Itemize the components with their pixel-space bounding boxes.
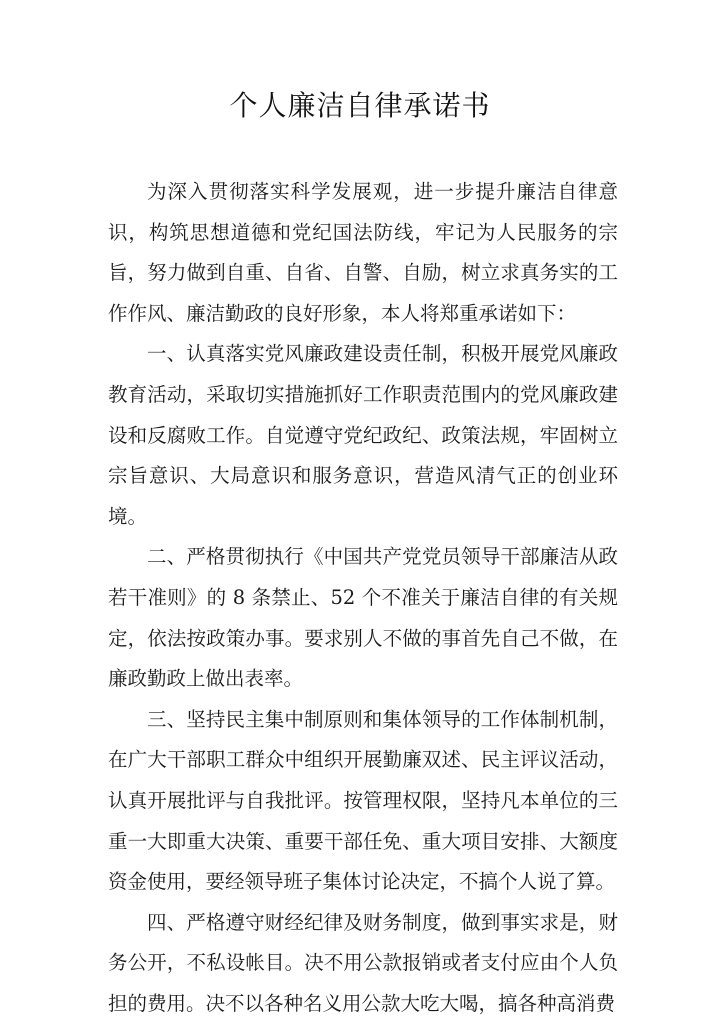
document-body [108, 172, 618, 1024]
paragraph-item-2: 二、严格贯彻执行《中国共产党党员领导干部廉洁从政若干准则》的 8 条禁止、52 个不准关于廉洁自律的有关规定，依法按政策办事。要求别人不做的事首先自己不做，在廉政勤政上做出表率。 [108, 545, 618, 691]
paragraph-item-1: 一、认真落实党风廉政建设责任制，积极开展党风廉政教育活动，采取切实措施抓好工作职责范围内的党风廉政建设和反腐败工作。自觉遵守党纪政纪、政策法规，牢固树立宗旨意识、大局意识和服务意识，营造风清气正的创业环境。 [108, 342, 618, 528]
paragraph-item-3: 三、坚持民主集中制原则和集体领导的工作体制机制，在广大干部职工群众中组织开展勤廉双述、民主评议活动，认真开展批评与自我批评。按管理权限，坚持凡本单位的三重一大即重大决策、重要干部任免、重大项目安排、大额度资金使用，要经领导班子集体讨论决定，不搞个人说了算。 [108, 707, 618, 894]
paragraph-intro: 为深入贯彻落实科学发展观，进一步提升廉洁自律意识，构筑思想道德和党纪国法防线，牢记为人民服务的宗旨，努力做到自重、自省、自警、自励，树立求真务实的工作作风、廉洁勤政的良好形象，本人将郑重承诺如下： [108, 180, 618, 325]
document-title: 个人廉洁自律承诺书 [229, 89, 491, 122]
paragraph-item-4: 四、严格遵守财经纪律及财务制度，做到事实求是，财务公开，不私设帐目。决不用公款报销或者支付应由个人负担的费用。决不以各种名义用公款大吃大喝，搞各种高消费 [108, 910, 618, 1015]
